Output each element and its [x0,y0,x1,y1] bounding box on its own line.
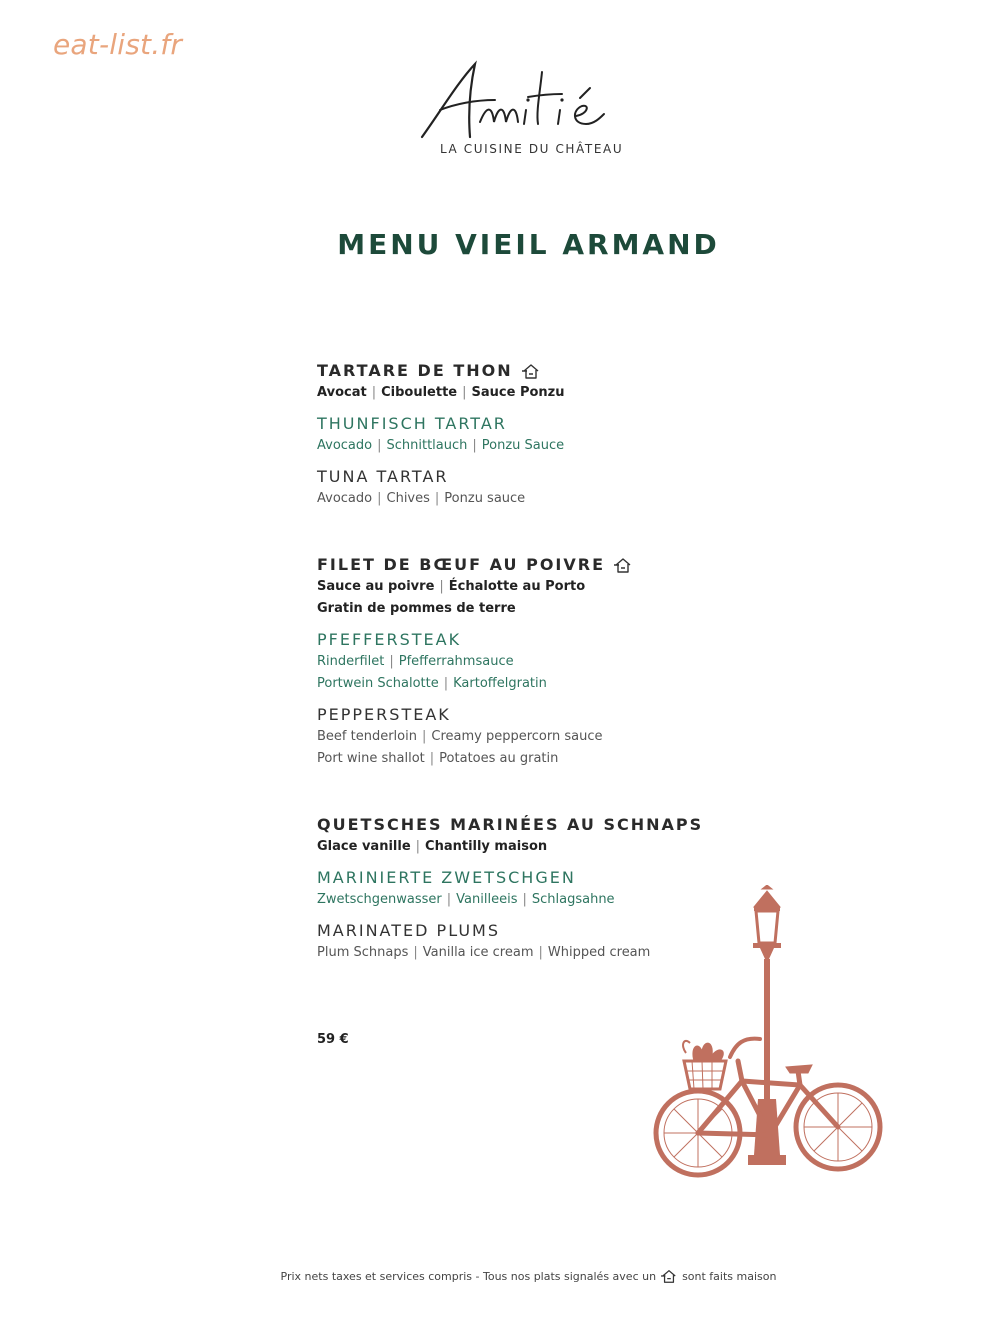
dish-description-english: Beef tenderloin | Creamy peppercorn sauce [317,729,603,744]
menu-price: 59 € [317,1032,349,1047]
course-starter [317,360,737,510]
course-main [317,554,737,770]
dish-name-english: TUNA TARTAR [317,467,449,486]
dish-description-english: Avocado | Chives | Ponzu sauce [317,491,526,506]
dish-name-german: MARINIERTE ZWETSCHGEN [317,868,576,887]
footer-text-after: sont faits maison [682,1269,777,1283]
dish-description-english: Plum Schnaps | Vanilla ice cream | Whipped cream [317,945,651,960]
dish-description-french: Sauce au poivre | Échalotte au Porto [317,579,586,594]
footer-note [0,1268,989,1284]
footer-text-before: Prix nets taxes et services compris - Tous nos plats signalés avec un [280,1269,657,1283]
dish-description-english-line2: Port wine shallot | Potatoes au gratin [317,751,559,766]
dish-description-german: Zwetschgenwasser | Vanilleeis | Schlagsahne [317,892,615,907]
dish-name-french: TARTARE DE THON [317,360,737,382]
house-icon [521,362,541,380]
dish-description-french-line2: Gratin de pommes de terre [317,601,516,616]
watermark: eat-list.fr [53,28,183,61]
dish-name-french: QUETSCHES MARINÉES AU SCHNAPS [317,815,704,834]
dish-description-french: Glace vanille | Chantilly maison [317,839,548,854]
house-icon [660,1268,678,1284]
dish-name-english: MARINATED PLUMS [317,921,500,940]
dish-description-german-line2: Portwein Schalotte | Kartoffelgratin [317,676,547,691]
dish-description-french: Avocat | Ciboulette | Sauce Ponzu [317,385,565,400]
dish-name-english: PEPPERSTEAK [317,705,451,724]
house-icon [613,556,633,574]
dish-description-german: Rinderfilet | Pfefferrahmsauce [317,654,514,669]
dish-name-german: PFEFFERSTEAK [317,630,462,649]
menu-title: MENU VIEIL ARMAND [337,228,720,261]
bicycle-lamppost-illustration [650,885,890,1180]
dish-name-french: FILET DE BŒUF AU POIVRE [317,554,737,576]
dish-name-german: THUNFISCH TARTAR [317,414,507,433]
logo-subtitle: LA CUISINE DU CHÂTEAU [440,142,624,156]
dish-description-german: Avocado | Schnittlauch | Ponzu Sauce [317,438,565,453]
